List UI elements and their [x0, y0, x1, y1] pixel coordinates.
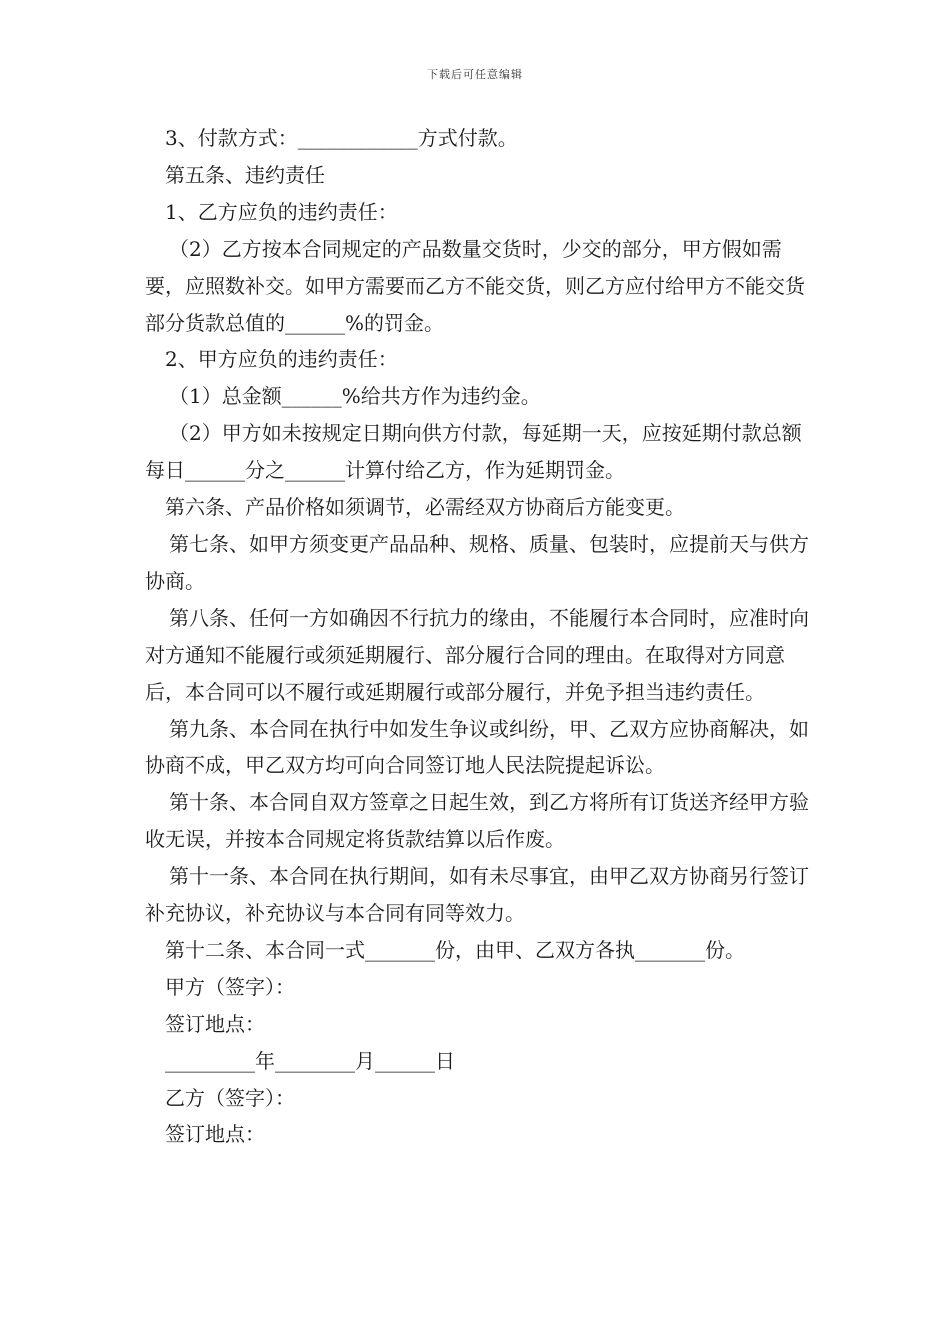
page-header: 下载后可任意编辑 [427, 68, 523, 81]
article-8: 第八条、任何一方如确因不行抗力的缘由，不能履行本合同时，应准时向对方通知不能履行或须延期履行、部分履行合同的理由。在取得对方同意后，本合同可以不履行或延期履行或部分履行，并免予担当违约责任。 [145, 605, 809, 704]
party-b-liability-item-2: （2）乙方按本合同规定的产品数量交货时，少交的部分，甲方假如需要，应照数补交。如甲方需要而乙方不能交货，则乙方应付给甲方不能交货部分货款总值的______%的罚金。 [145, 236, 805, 335]
signing-place-b: 签订地点： [165, 1122, 265, 1147]
payment-method-clause: 3、付款方式：____________方式付款。 [165, 126, 518, 150]
article-10: 第十条、本合同自双方签章之日起生效，到乙方将所有订货送齐经甲方验收无误，并按本合同规定将货款结算以后作废。 [145, 790, 809, 852]
document-body [145, 120, 810, 1153]
party-b-liability-heading: 1、乙方应负的违约责任： [165, 199, 398, 224]
article-6: 第六条、产品价格如须调节，必需经双方协商后方能变更。 [165, 495, 685, 520]
signing-date: _________年________月______日 [165, 1048, 455, 1073]
signing-place-a: 签订地点： [165, 1011, 265, 1036]
article-5-heading: 第五条、违约责任 [165, 162, 325, 187]
party-a-signature: 甲方（签字）： [165, 974, 295, 999]
article-11: 第十一条、本合同在执行期间，如有未尽事宜，由甲乙双方协商另行签订补充协议，补充协议与本合同有同等效力。 [145, 864, 809, 926]
article-7: 第七条、如甲方须变更产品品种、规格、质量、包装时，应提前天与供方协商。 [145, 531, 809, 593]
article-12: 第十二条、本合同一式_______份，由甲、乙双方各执_______份。 [165, 937, 745, 962]
party-a-liability-item-2: （2）甲方如未按规定日期向供方付款，每延期一天，应按延期付款总额每日______分之______计算付给乙方，作为延期罚金。 [145, 421, 802, 483]
article-9: 第九条、本合同在执行中如发生争议或纠纷，甲、乙双方应协商解决，如协商不成，甲乙双方均可向合同签订地人民法院提起诉讼。 [145, 716, 809, 778]
party-a-liability-item-1: （1）总金额______%给共方作为违约金。 [169, 384, 541, 409]
party-a-liability-heading: 2、甲方应负的违约责任： [165, 347, 398, 372]
party-b-signature: 乙方（签字）： [165, 1085, 295, 1110]
